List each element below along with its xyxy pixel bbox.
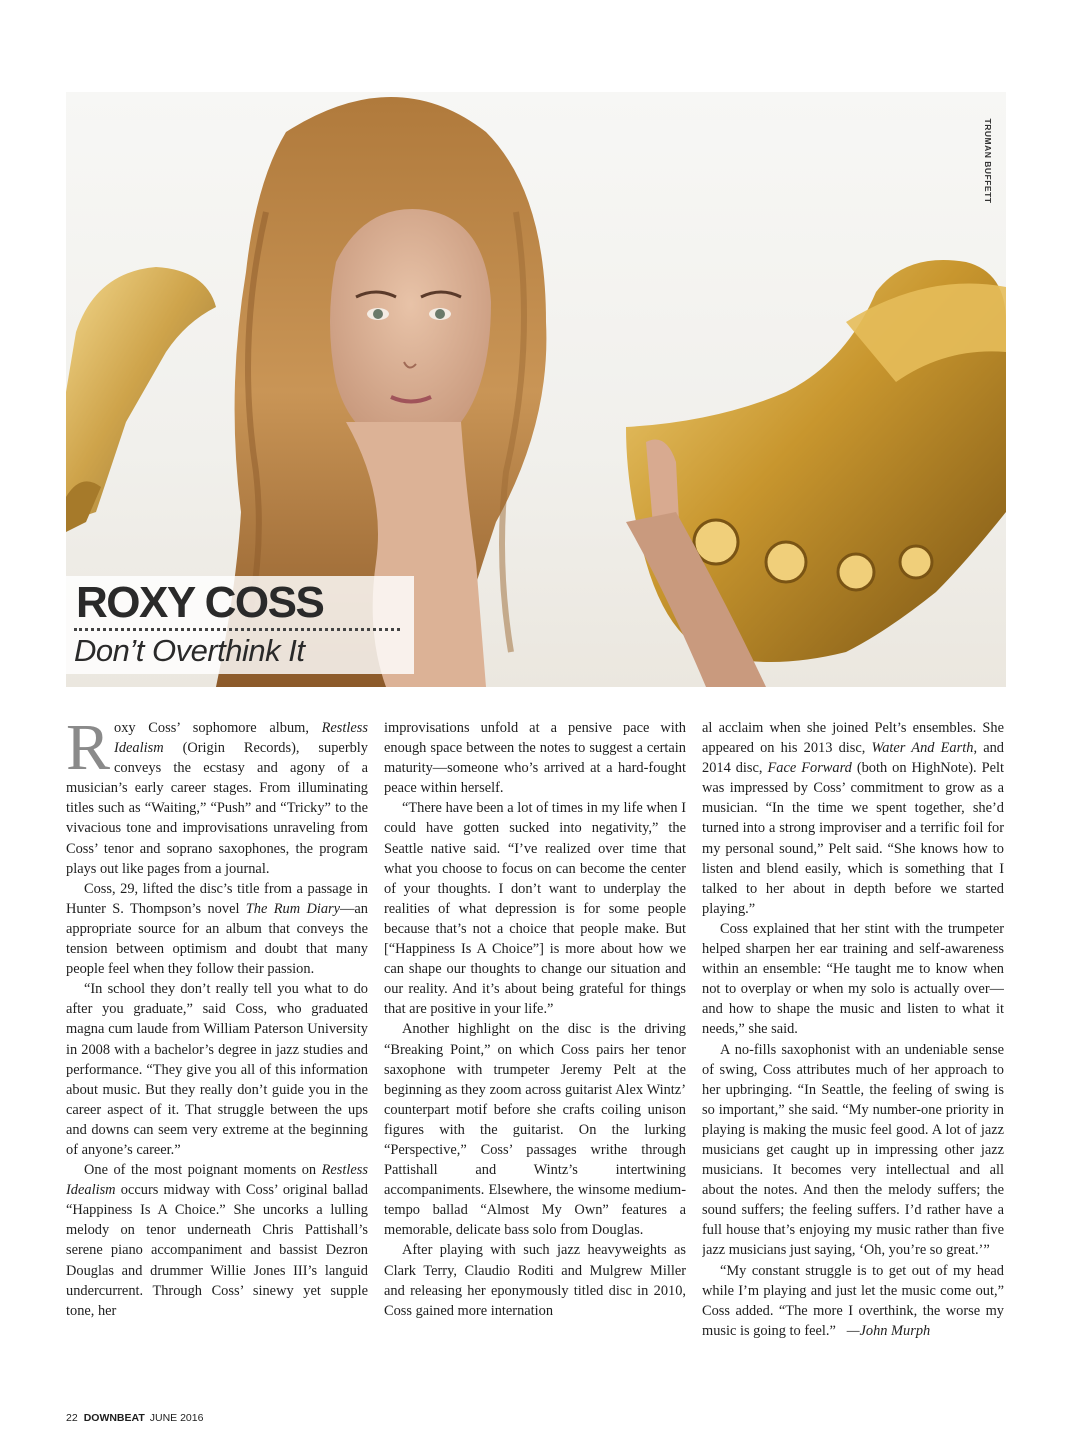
- issue-date: JUNE 2016: [149, 1412, 204, 1424]
- article-subtitle: Don’t Overthink It: [74, 633, 305, 668]
- paragraph: A no-fills saxophonist with an undeniable sense of swing, Coss attributes much of her approach to her upbringing. “In Seattle, the feeling of swing is so important,” she said. “My number-one priority in playing is making the music feel good. A lot of jazz musicians get caught up in impressing other jazz musicians. It becomes very intellectual and all about the notes. And then the melody suffers; the sound suffers; the feeling suffers. I’d rather have a full house that’s enjoying my music rather than five jazz musicians just saying, ‘Oh, you’re so great.’”: [702, 1041, 1004, 1259]
- paragraph-text: oxy Coss’ sophomore album, Restless Idealism (Origin Records), superbly conveys the ecstasy and agony of a musician’s early career stages. From illuminating titles such as “Waiting,” “Push” and “Tricky” to the vivacious tone and improvisations unraveling from Coss’ tenor and soprano saxophones, the program plays out like pages from a journal.: [66, 720, 368, 877]
- paragraph: One of the most poignant moments on Restless Idealism occurs midway with Coss’ original ballad “Happiness Is A Choice.” She uncorks a lulling melody on tenor underneath Chris Pattishall’s serene piano accompaniment and bassist Dezron Douglas and drummer Willie Jones III’s languid undercurrent. Through Coss’ sinewy yet supple tone, her: [66, 1162, 368, 1319]
- drop-cap: R: [66, 718, 111, 784]
- paragraph: Coss, 29, lifted the disc’s title from a passage in Hunter S. Thompson’s novel The Rum Diary—an appropriate source for an album that conveys the tension between optimism and doubt that many people feel when they follow their passion.: [66, 880, 368, 978]
- paragraph: “In school they don’t really tell you what to do after you graduate,” said Coss, who graduated magna cum laude from William Paterson University in 2008 with a bachelor’s degree in jazz studies and performance. “They give you all of this information about music. But they really don’t guide you in the career aspect of it. That struggle between the ups and downs can seem very extreme at the beginning of anyone’s career.”: [66, 981, 368, 1158]
- paragraph: al acclaim when she joined Pelt’s ensembles. She appeared on his 2013 disc, Water And Earth, and 2014 disc, Face Forward (both on HighNote). Pelt was impressed by Coss’ commitment to grow as a musician. “In the time we spent together, she’d turned into a strong improviser and a terrific foil for my personal sound,” Pelt said. “She knows how to listen and blend easily, which is something that I talked to her about in depth before we started playing.”: [702, 720, 1004, 917]
- article-column-2: [384, 718, 686, 1363]
- paragraph: Coss explained that her stint with the trumpeter helped sharpen her ear training and self-awareness within an ensemble: “He taught me to know when not to overplay or when my solo is actually over—and how to shape the music and listen to what it needs,” she said.: [702, 920, 1004, 1038]
- page-footer: [66, 1412, 203, 1424]
- magazine-name: DOWNBEAT: [83, 1412, 145, 1424]
- dotted-rule: [74, 628, 400, 631]
- paragraph: After playing with such jazz heavyweights as Clark Terry, Claudio Roditi and Mulgrew Miller and releasing her eponymously titled disc in 2010, Coss gained more internation: [384, 1242, 686, 1319]
- article-column-1: [66, 718, 368, 1363]
- photo-credit: TRUMAN BUFFETT: [983, 118, 993, 204]
- paragraph: [66, 718, 368, 879]
- page-number: 22: [66, 1412, 78, 1424]
- article-title: ROXY COSS: [76, 578, 324, 627]
- headline-box: [66, 576, 414, 674]
- paragraph: “There have been a lot of times in my life when I could have gotten sucked into negativity,” the Seattle native said. “I’ve realized over time that what you choose to focus on can become the center of your thoughts. I don’t want to underplay the realities of what depression is for some people because that’s not a choice that people make. But [“Happiness Is A Choice”] is more about how we can shape our thoughts to change our situation and our reality. And it’s about being grateful for things that are positive in your life.”: [384, 800, 686, 1018]
- paragraph: “My constant struggle is to get out of my head while I’m playing and just let the music come out,” Coss added. “The more I overthink, the worse my music is going to feel.” —John Murph: [702, 1262, 1004, 1339]
- paragraph: Another highlight on the disc is the driving “Breaking Point,” on which Coss pairs her tenor saxophone with trumpeter Jeremy Pelt at the beginning as they zoom across guitarist Alex Wintz’ counterpart motif before she crafts coiling unison figures with the guitarist. On the lurking “Perspective,” Coss’ passages writhe through Pattishall and Wintz’s intertwining accompaniments. Elsewhere, the winsome medium-tempo ballad “Almost My Own” features a memorable, delicate bass solo from Douglas.: [384, 1021, 686, 1239]
- article-column-3: [702, 718, 1004, 1363]
- paragraph: improvisations unfold at a pensive pace with enough space between the notes to suggest a certain maturity—someone who’s arrived at a hard-fought peace within herself.: [384, 720, 686, 797]
